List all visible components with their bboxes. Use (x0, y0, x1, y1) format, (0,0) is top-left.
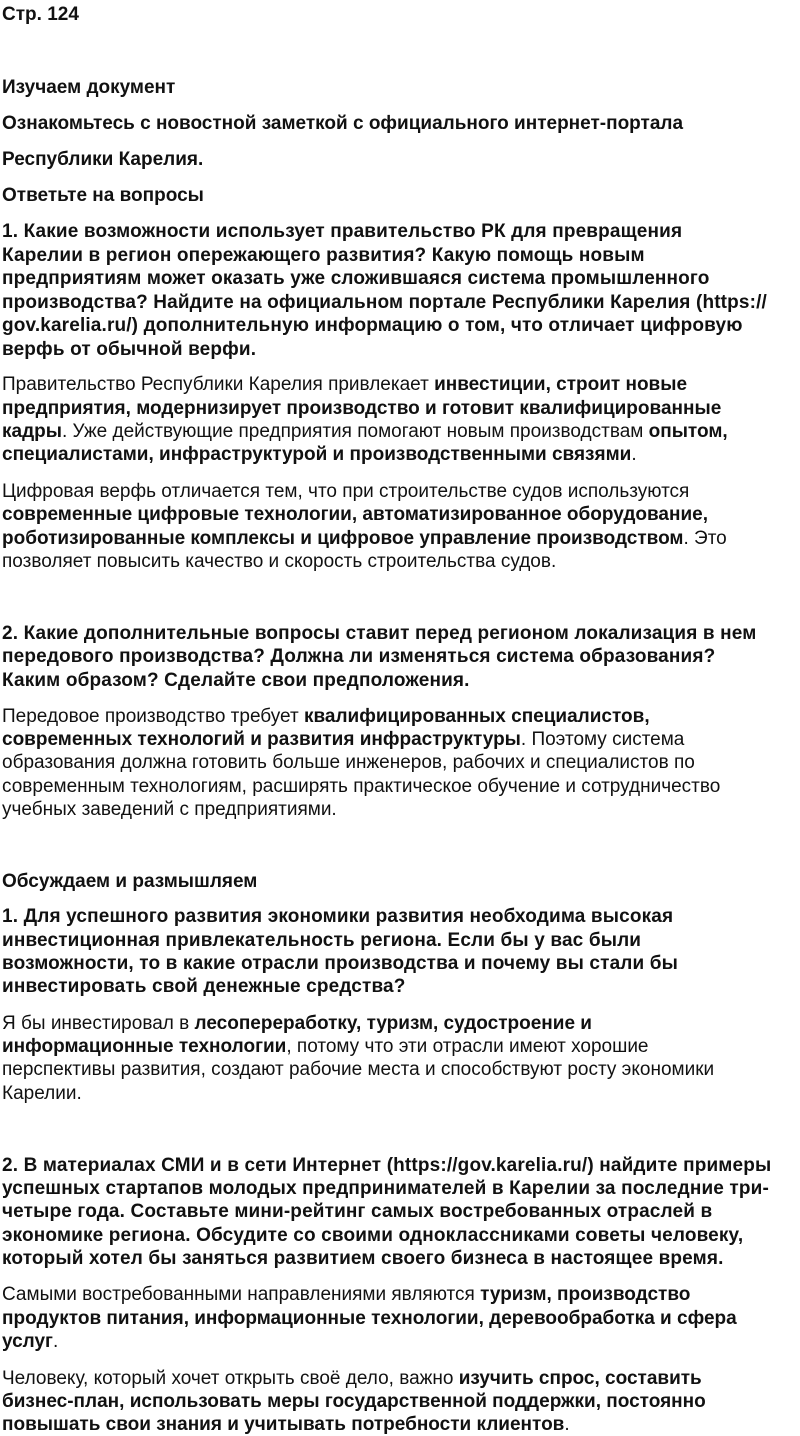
instruction: Ответьте на вопросы (2, 185, 204, 206)
question-line: 2. Какие дополнительные вопросы ставит перед регионом локализация в нем (2, 623, 757, 644)
answer-line: кадры. Уже действующие предприятия помогают новым производствам опытом, (2, 421, 728, 442)
answer-line: учебных заведений с предприятиями. (2, 799, 337, 820)
answer-line: Правительство Республики Карелия привлекает инвестиции, строит новые (2, 374, 688, 395)
answer-line: бизнес-план, использовать меры государственной поддержки, постоянно (2, 1391, 706, 1412)
question-line: инвестировать свой денежные средства? (2, 976, 406, 997)
question-line: 2. В материалах СМИ и в сети Интернет (https://gov.karelia.ru/) найдите примеры (2, 1155, 772, 1176)
answer-line: повышать свои знания и учитывать потребности клиентов. (2, 1414, 570, 1435)
answer-line: Передовое производство требует квалифицированных специалистов, (2, 706, 650, 727)
answer-line: образования должна готовить больше инженеров, рабочих и специалистов по (2, 752, 695, 773)
question-line: верфь от обычной верфи. (2, 339, 257, 360)
answer-line: информационные технологии, потому что эти отрасли имеют хорошие (2, 1036, 649, 1057)
answer-line: предприятия, модернизирует производство и готовит квалифицированные (2, 398, 722, 419)
question-line: возможности, то в какие отрасли производства и почему вы стали бы (2, 953, 679, 974)
question-line: который хотел бы заняться развитием своего бизнеса в настоящее время. (2, 1248, 724, 1269)
question-line: предприятиям может оказать уже сложившаяся система промышленного (2, 268, 710, 289)
answer-line: Карелии. (2, 1083, 82, 1104)
question-line: gov.karelia.ru/) дополнительную информацию о том, что отличает цифровую (2, 315, 743, 336)
intro-line: Республики Карелия. (2, 149, 204, 170)
answer-line: услуг. (2, 1331, 59, 1352)
question-line: передового производства? Должна ли изменяться система образования? (2, 646, 716, 667)
intro-line: Ознакомьтесь с новостной заметкой с официального интернет-портала (2, 113, 684, 134)
answer-line: позволяет повысить качество и скорость строительства судов. (2, 551, 557, 572)
answer-line: современные цифровые технологии, автоматизированное оборудование, (2, 504, 708, 525)
question-line: экономике региона. Обсудите со своими одноклассниками советы человеку, (2, 1225, 744, 1246)
answer-line: Самыми востребованными направлениями являются туризм, производство (2, 1284, 691, 1305)
answer-line: Цифровая верфь отличается тем, что при строительстве судов используются (2, 481, 690, 502)
answer-line: современным технологиям, расширять практическое обучение и сотрудничество (2, 776, 721, 797)
question-line: четыре года. Составьте мини-рейтинг самых востребованных отраслей в (2, 1201, 713, 1222)
answer-line: роботизированные комплексы и цифровое управление производством. Это (2, 528, 727, 549)
question-line: Каким образом? Сделайте свои предположения. (2, 670, 470, 691)
answer-line: современных технологий и развития инфраструктуры. Поэтому система (2, 729, 685, 750)
answer-line: Я бы инвестировал в лесопереработку, туризм, судостроение и (2, 1013, 592, 1034)
question-line: 1. Какие возможности использует правительство РК для превращения (2, 221, 683, 242)
question-line: Карелии в регион опережающего развития? Какую помощь новым (2, 245, 645, 266)
question-line: успешных стартапов молодых предпринимателей в Карелии за последние три- (2, 1178, 769, 1199)
answer-line: специалистами, инфраструктурой и производственными связями. (2, 444, 637, 465)
page-label: Стр. 124 (2, 4, 79, 25)
answer-line: Человеку, который хочет открыть своё дело, важно изучить спрос, составить (2, 1368, 702, 1389)
section-heading-discuss: Обсуждаем и размышляем (2, 871, 258, 892)
question-line: производства? Найдите на официальном портале Республики Карелия (https:// (2, 292, 767, 313)
section-heading-study: Изучаем документ (2, 77, 176, 98)
question-line: инвестиционная привлекательность региона. Если бы у вас были (2, 930, 642, 951)
answer-line: продуктов питания, информационные технологии, деревообработка и сфера (2, 1308, 737, 1329)
answer-line: перспективы развития, создают рабочие места и способствуют росту экономики (2, 1059, 715, 1080)
question-line: 1. Для успешного развития экономики развития необходима высокая (2, 906, 674, 927)
